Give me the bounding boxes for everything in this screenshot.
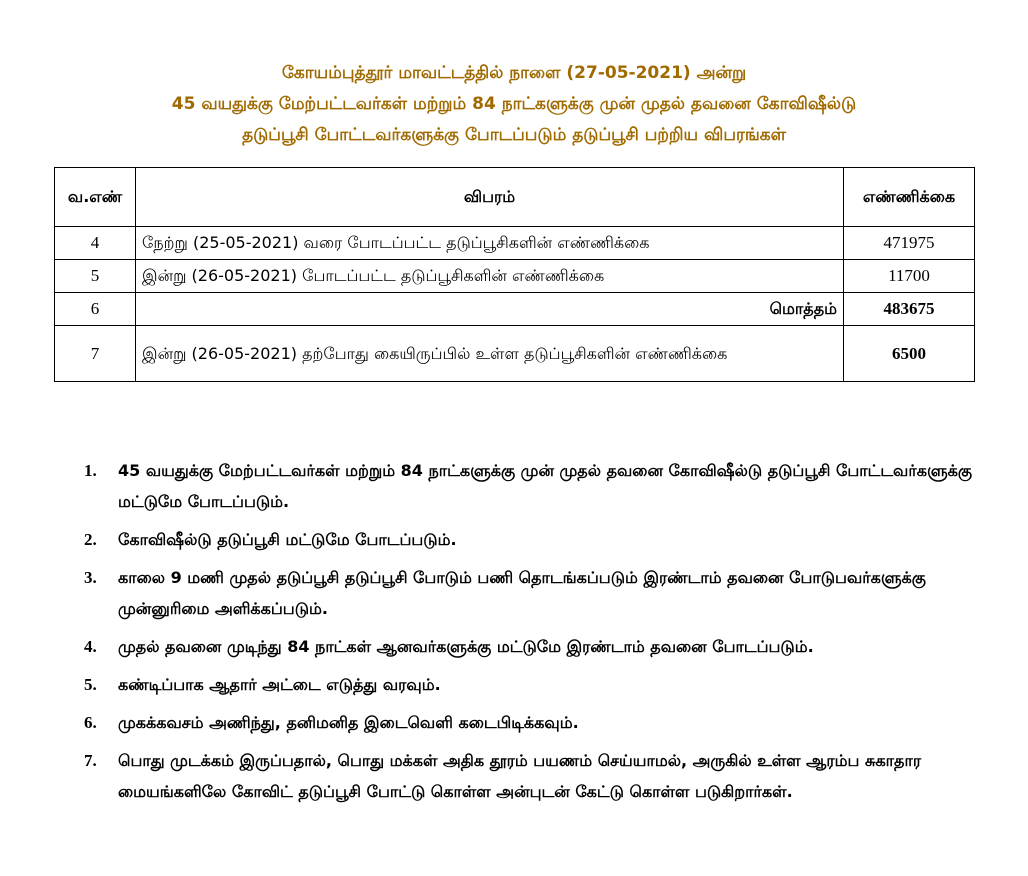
total-count: 483675 [844, 293, 975, 326]
list-item-number: 5. [84, 675, 97, 694]
table-header-row [55, 168, 975, 227]
table-row-total [55, 293, 975, 326]
row-detail: நேற்று (25-05-2021) வரை போடப்பட்ட தடுப்பூசிகளின் எண்ணிக்கை [136, 227, 844, 260]
list-item-text: முதல் தவனை முடிந்து 84 நாட்கள் ஆனவர்களுக்கு மட்டுமே இரண்டாம் தவனை போடப்படும். [118, 637, 814, 656]
list-item-number: 6. [84, 713, 97, 732]
row-sno: 4 [55, 227, 136, 260]
total-label: மொத்தம் [136, 293, 844, 326]
header-count: எண்ணிக்கை [844, 168, 975, 227]
list-item-text: காலை 9 மணி முதல் தடுப்பூசி தடுப்பூசி போடும் பணி தொடங்கப்படும் இரண்டாம் தவனை போடுபவர்களுக்கு முன்னுரிமை அளிக்கப்படும். [118, 568, 926, 618]
list-item-number: 2. [84, 530, 97, 549]
row-sno: 6 [55, 293, 136, 326]
list-item [84, 455, 974, 517]
row-detail: இன்று (26-05-2021) தற்போது கையிருப்பில் உள்ள தடுப்பூசிகளின் எண்ணிக்கை [136, 326, 844, 382]
list-item [84, 631, 974, 662]
list-item [84, 524, 974, 555]
header-sno: வ.எண் [55, 168, 136, 227]
row-sno: 5 [55, 260, 136, 293]
list-item-number: 3. [84, 568, 97, 587]
list-item-text: கோவிஷீல்டு தடுப்பூசி மட்டுமே போடப்படும். [118, 530, 457, 549]
list-item-text: பொது முடக்கம் இருப்பதால், பொது மக்கள் அதிக தூரம் பயணம் செய்யாமல், அருகில் உள்ள ஆரம்ப சுகாதார மையங்களிலே கோவிட் தடுப்பூசி போட்டு கொள்ள அன்புடன் கேட்டு கொள்ள படுகிறார்கள். [118, 751, 922, 801]
row-sno: 7 [55, 326, 136, 382]
list-item-number: 4. [84, 637, 97, 656]
table-row [55, 260, 975, 293]
list-item-number: 7. [84, 751, 97, 770]
list-item-text: கண்டிப்பாக ஆதார் அட்டை எடுத்து வரவும். [118, 675, 441, 694]
list-item-text: 45 வயதுக்கு மேற்பட்டவர்கள் மற்றும் 84 நாட்களுக்கு முன் முதல் தவனை கோவிஷீல்டு தடுப்பூசி போட்டவர்களுக்கு மட்டுமே போடப்படும். [118, 461, 972, 511]
vaccine-summary-table [54, 167, 975, 382]
list-item [84, 562, 974, 624]
header-detail: விபரம் [136, 168, 844, 227]
list-item [84, 745, 974, 807]
row-count: 11700 [844, 260, 975, 293]
title-line-3: தடுப்பூசி போட்டவர்களுக்கு போடப்படும் தடுப்பூசி பற்றிய விபரங்கள் [242, 125, 786, 145]
table-row [55, 227, 975, 260]
title-line-2: 45 வயதுக்கு மேற்பட்டவர்கள் மற்றும் 84 நாட்களுக்கு முன் முதல் தவனை கோவிஷீல்டு [171, 94, 857, 114]
row-count: 471975 [844, 227, 975, 260]
row-detail: இன்று (26-05-2021) போடப்பட்ட தடுப்பூசிகளின் எண்ணிக்கை [136, 260, 844, 293]
list-item [84, 669, 974, 700]
title-line-1: கோயம்புத்தூர் மாவட்டத்தில் நாளை (27-05-2021) அன்று [281, 63, 747, 83]
list-item-text: முகக்கவசம் அணிந்து, தனிமனித இடைவெளி கடைபிடிக்கவும். [118, 713, 579, 732]
instructions-list [84, 455, 974, 814]
table-row [55, 326, 975, 382]
row-count: 6500 [844, 326, 975, 382]
list-item-number: 1. [84, 461, 97, 480]
list-item [84, 707, 974, 738]
document-title [0, 58, 1028, 151]
